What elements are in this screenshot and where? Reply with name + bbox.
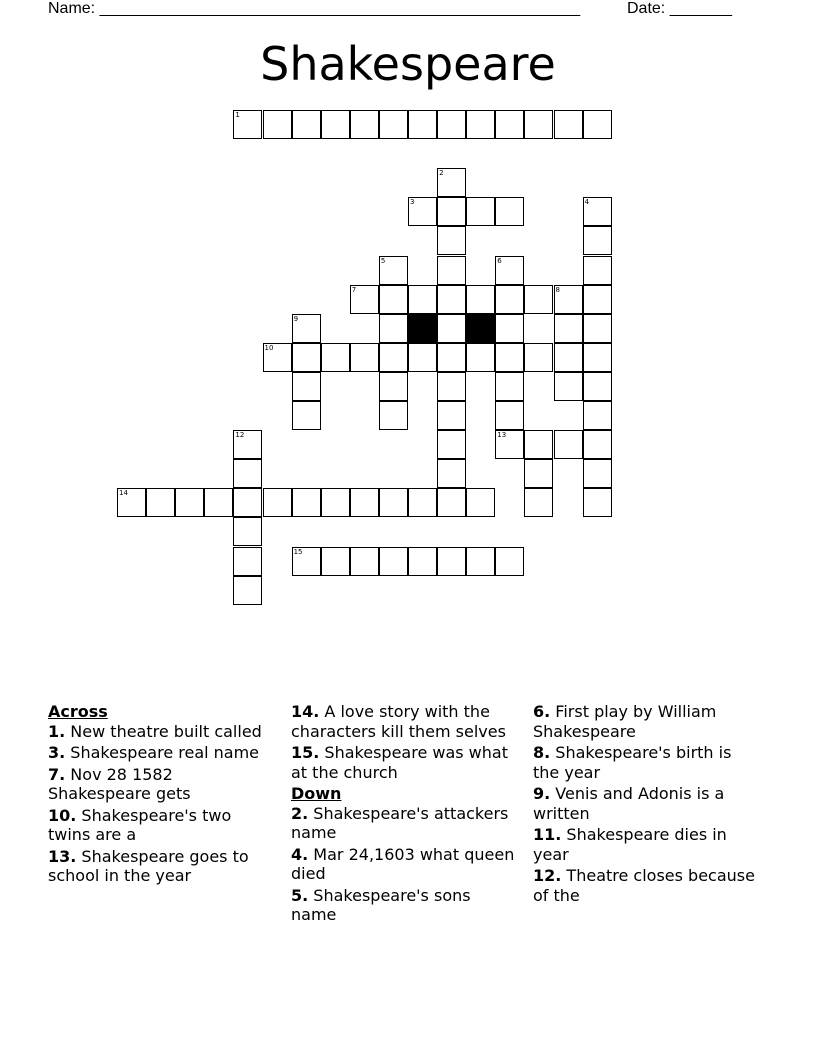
grid-cell[interactable] [437,110,466,139]
clue-number: 6 [497,256,502,265]
grid-cell[interactable] [263,110,292,139]
grid-cell[interactable] [583,343,612,372]
grid-cell[interactable] [554,343,583,372]
clue-number: 12 [235,431,245,440]
grid-cell[interactable] [583,459,612,488]
grid-cell[interactable] [321,343,350,372]
clue-item [291,886,517,925]
grid-cell[interactable] [204,488,233,517]
across-clues-part-2 [291,702,517,782]
grid-cell[interactable] [524,343,553,372]
clue-item-number: 10. [48,805,77,825]
clue-number: 8 [555,285,560,294]
grid-cell[interactable] [350,110,379,139]
clue-number: 5 [380,256,386,265]
grid-cell[interactable] [495,314,524,343]
page-title: Shakespeare [260,37,556,91]
grid-cell[interactable] [554,110,583,139]
grid-cell[interactable] [408,343,437,372]
clue-item-text: Shakespeare's attackers name [291,803,509,842]
across-clues-part-1 [48,722,274,886]
date-field-label: Date: _______ [627,0,732,17]
clue-number: 3 [410,198,415,207]
grid-cell[interactable] [233,576,262,605]
name-field-label: Name: ______________________________________________________ [48,0,581,17]
clue-item-number: 9. [533,784,551,803]
grid-cell[interactable] [583,314,612,343]
grid-cell[interactable] [495,110,524,139]
grid-cell[interactable] [408,197,437,226]
clue-column-2 [291,702,517,927]
grid-cell[interactable] [554,430,583,459]
grid-cell[interactable] [350,285,379,314]
down-clues-part-1 [291,804,517,925]
grid-cell[interactable] [437,256,466,285]
grid-cell[interactable] [495,401,524,430]
grid-cell[interactable] [350,343,379,372]
grid-cell[interactable] [292,488,321,517]
grid-cell[interactable] [379,488,408,517]
grid-cell[interactable] [408,488,437,517]
grid-cell[interactable] [233,430,262,459]
clue-number: 9 [293,314,299,323]
black-square [408,314,437,343]
clue-item-number: 1. [48,721,66,741]
grid-cell[interactable] [583,488,612,517]
grid-cell[interactable] [437,197,466,226]
grid-cell[interactable] [233,547,262,576]
grid-cell[interactable] [350,547,379,576]
clue-item-number: 14. [291,702,320,721]
grid-cell[interactable] [117,488,146,517]
grid-cell[interactable] [379,343,408,372]
clue-number: 7 [351,285,357,294]
clue-item-number: 15. [291,743,320,762]
grid-cell[interactable] [408,110,437,139]
grid-cell[interactable] [466,110,495,139]
clue-item-text: Shakespeare's sons name [291,885,471,924]
down-heading: Down [291,784,342,803]
grid-cell[interactable] [583,110,612,139]
grid-cell[interactable] [350,488,379,517]
grid-cell[interactable] [321,547,350,576]
grid-cell[interactable] [233,517,262,546]
clue-number: 1 [235,111,240,119]
grid-cell[interactable] [379,256,408,285]
clue-item [533,784,759,823]
grid-cell[interactable] [495,372,524,401]
grid-cell[interactable] [437,314,466,343]
grid-cell[interactable] [495,256,524,285]
grid-cell[interactable] [524,488,553,517]
grid-cell[interactable] [379,372,408,401]
grid-cell[interactable] [554,372,583,401]
clue-number: 15 [293,547,303,556]
clue-item [291,804,517,843]
grid-cell[interactable] [495,547,524,576]
grid-cell[interactable] [175,488,204,517]
grid-cell[interactable] [466,547,495,576]
grid-cell[interactable] [263,488,292,517]
grid-cell[interactable] [233,110,262,139]
clue-item [48,806,274,845]
clue-number: 10 [264,343,274,352]
grid-cell[interactable] [495,343,524,372]
grid-cell[interactable] [466,197,495,226]
clue-item [533,866,759,905]
clue-item [291,743,517,782]
clue-item-number: 11. [533,825,562,844]
grid-cell[interactable] [495,197,524,226]
grid-cell[interactable] [379,314,408,343]
clue-item-text: Shakespeare's birth is the year [533,743,732,782]
grid-cell[interactable] [437,285,466,314]
clue-item [533,825,759,864]
clue-item [48,765,274,804]
grid-cell[interactable] [233,488,262,517]
clue-column-1 [48,702,274,888]
black-square [466,314,495,343]
clue-item-text: A love story with the characters kill them selves [291,702,506,741]
clue-item-text: Shakespeare goes to school in the year [48,846,249,885]
grid-cell[interactable] [292,314,321,343]
clue-item [291,702,517,741]
grid-cell[interactable] [408,547,437,576]
clue-item-text: First play by William Shakespeare [533,702,717,741]
clue-number: 2 [439,169,444,178]
clue-item [48,722,274,742]
grid-cell[interactable] [583,430,612,459]
grid-cell[interactable] [583,372,612,401]
grid-cell[interactable] [524,459,553,488]
grid-cell[interactable] [437,168,466,197]
grid-cell[interactable] [292,547,321,576]
grid-cell[interactable] [495,285,524,314]
clue-item [533,743,759,782]
clue-item-number: 4. [291,844,309,864]
grid-cell[interactable] [495,430,524,459]
grid-cell[interactable] [466,285,495,314]
clue-item-number: 8. [533,743,551,762]
grid-cell[interactable] [583,256,612,285]
clue-item-number: 12. [533,866,562,885]
grid-cell[interactable] [379,110,408,139]
grid-cell[interactable] [437,488,466,517]
grid-cell[interactable] [321,110,350,139]
down-clues-part-2 [533,702,759,905]
grid-cell[interactable] [408,285,437,314]
grid-cell[interactable] [379,547,408,576]
grid-cell[interactable] [524,430,553,459]
clue-item [48,847,274,886]
clue-item-text: Shakespeare real name [65,743,260,762]
clue-item-number: 6. [533,702,551,721]
clue-item-text: Shakespeare was what at the church [291,743,508,782]
grid-cell[interactable] [292,110,321,139]
clue-number: 13 [497,431,507,440]
grid-cell[interactable] [292,372,321,401]
clue-item-text: Theatre closes because of the [533,866,755,905]
clue-item-text: Shakespeare's two twins are a [48,805,232,844]
grid-cell[interactable] [524,285,553,314]
grid-cell[interactable] [524,110,553,139]
grid-cell[interactable] [583,401,612,430]
grid-cell[interactable] [292,343,321,372]
grid-cell[interactable] [554,285,583,314]
grid-cell[interactable] [379,285,408,314]
grid-cell[interactable] [437,372,466,401]
clue-number: 4 [584,198,590,207]
grid-cell[interactable] [437,401,466,430]
grid-cell[interactable] [437,459,466,488]
grid-cell[interactable] [466,488,495,517]
grid-cell[interactable] [437,430,466,459]
grid-cell[interactable] [379,401,408,430]
grid-cell[interactable] [583,197,612,226]
clue-item [48,743,274,763]
clue-item-text: Shakespeare dies in year [533,825,727,864]
clue-item-number: 2. [291,803,309,823]
clue-item-number: 7. [48,764,66,784]
clue-item [533,702,759,741]
clue-number: 14 [119,489,128,498]
grid-cell[interactable] [321,488,350,517]
grid-cell[interactable] [437,226,466,255]
across-heading: Across [48,702,108,721]
clue-item-number: 3. [48,743,66,762]
clue-item-number: 5. [291,885,309,905]
grid-cell[interactable] [292,401,321,430]
grid-cell[interactable] [583,226,612,255]
grid-cell[interactable] [146,488,175,517]
grid-cell[interactable] [466,343,495,372]
grid-cell[interactable] [437,343,466,372]
clue-item [291,845,517,884]
grid-cell[interactable] [263,343,292,372]
grid-cell[interactable] [437,547,466,576]
grid-cell[interactable] [233,459,262,488]
clue-column-3 [533,702,759,907]
clue-item-number: 13. [48,846,77,866]
grid-cell[interactable] [583,285,612,314]
clue-item-text: Mar 24,1603 what queen died [291,844,515,883]
clue-item-text: Venis and Adonis is a written [533,784,725,823]
grid-cell[interactable] [554,314,583,343]
clue-item-text: New theatre built called [65,721,262,741]
clue-item-text: Nov 28 1582 Shakespeare gets [48,764,191,803]
